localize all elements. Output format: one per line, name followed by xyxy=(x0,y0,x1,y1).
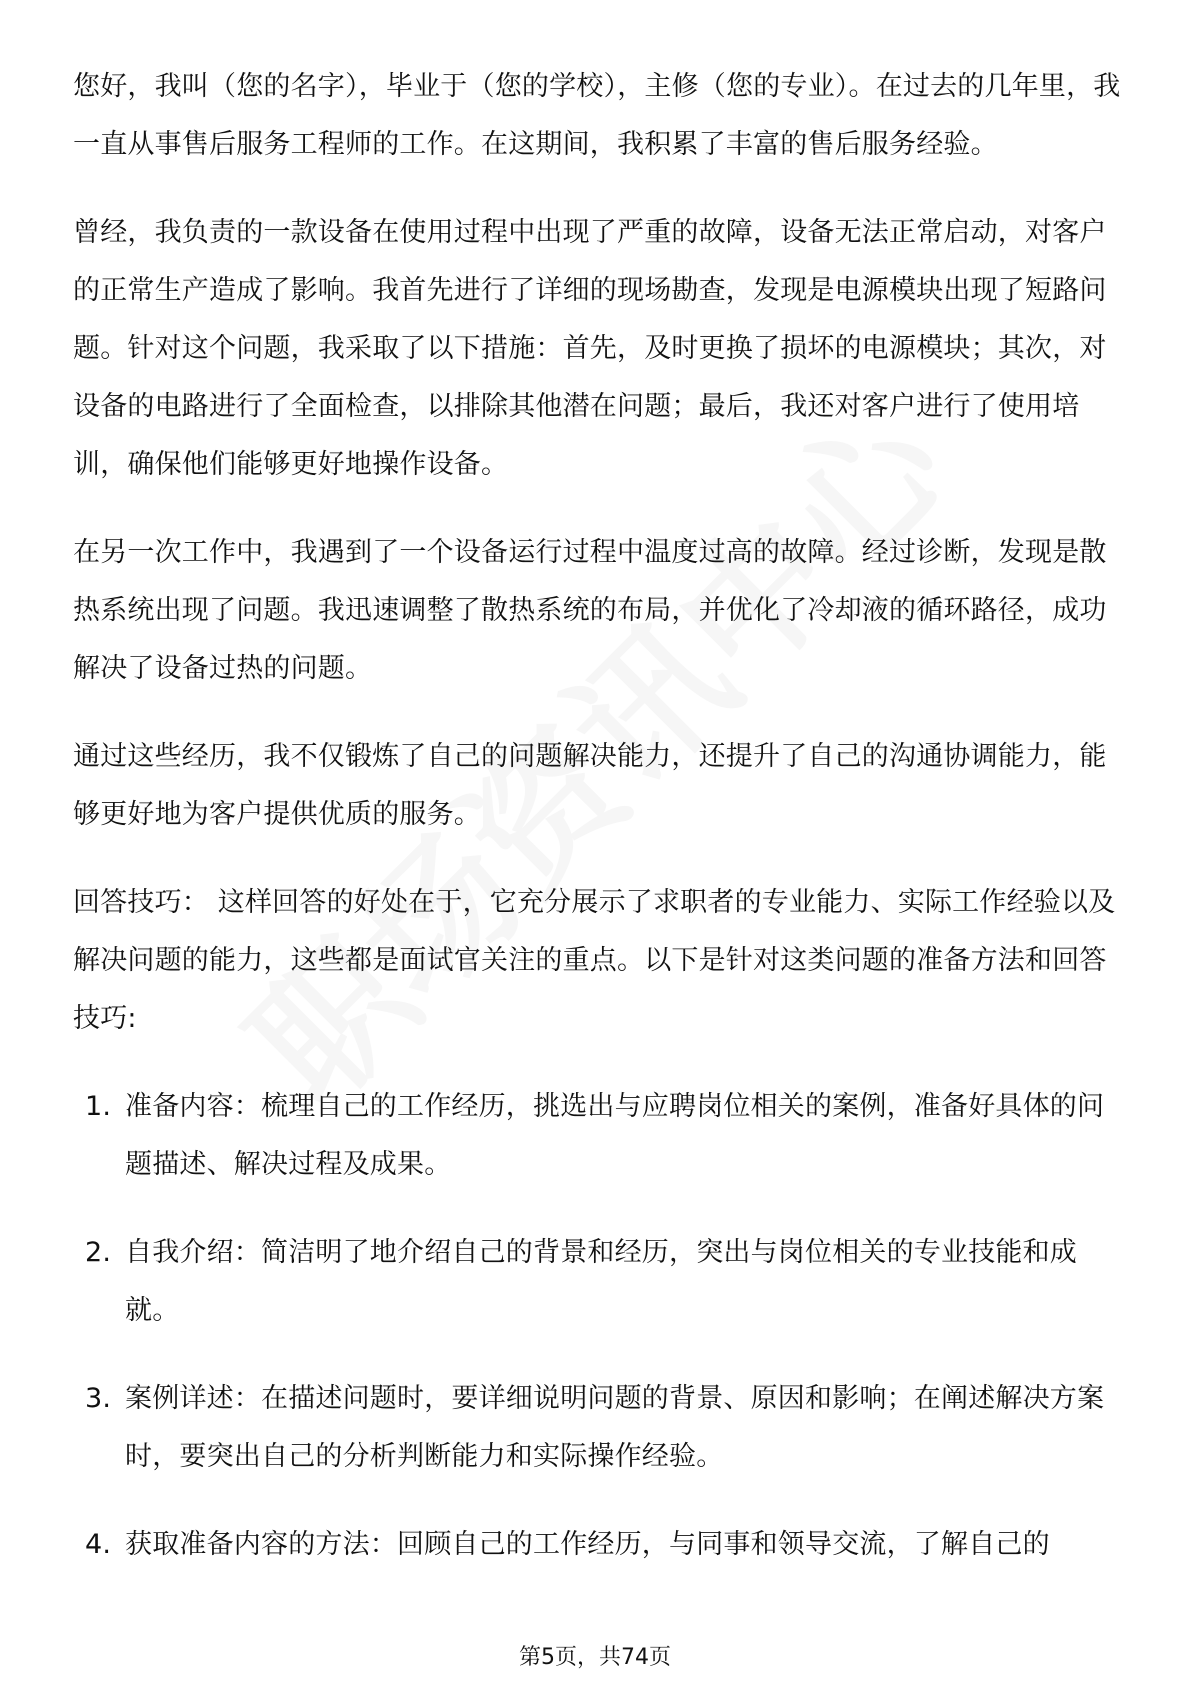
list-item-number: 4. xyxy=(85,1529,112,1560)
paragraph-summary: 通过这些经历，我不仅锻炼了自己的问题解决能力，还提升了自己的沟通协调能力，能够更好地为客户提供优质的服务。 xyxy=(73,741,1107,830)
paragraph-intro: 您好，我叫（您的名字），毕业于（您的学校），主修（您的专业）。在过去的几年里，我一直从事售后服务工程师的工作。在这期间，我积累了丰富的售后服务经验。 xyxy=(73,71,1121,160)
list-item xyxy=(73,1370,1123,1486)
list-item-text: 获取准备内容的方法：回顾自己的工作经历，与同事和领导交流，了解自己的 xyxy=(125,1529,1050,1560)
list-item-text: 案例详述：在描述问题时，要详细说明问题的背景、原因和影响；在阐述解决方案时，要突出自己的分析判断能力和实际操作经验。 xyxy=(125,1383,1105,1472)
list-item xyxy=(73,1224,1123,1340)
paragraph-case-1: 曾经，我负责的一款设备在使用过程中出现了严重的故障，设备无法正常启动，对客户的正常生产造成了影响。我首先进行了详细的现场勘查，发现是电源模块出现了短路问题。针对这个问题，我采取了以下措施：首先，及时更换了损坏的电源模块；其次，对设备的电路进行了全面检查，以排除其他潜在问题；最后，我还对客户进行了使用培训，确保他们能够更好地操作设备。 xyxy=(73,217,1107,480)
list-item-number: 3. xyxy=(85,1383,112,1414)
list-item xyxy=(73,1078,1123,1194)
tips-list xyxy=(73,1078,1123,1574)
list-item-number: 2. xyxy=(85,1237,112,1268)
list-item-number: 1. xyxy=(85,1091,112,1122)
list-item-text: 自我介绍：简洁明了地介绍自己的背景和经历，突出与岗位相关的专业技能和成就。 xyxy=(125,1237,1077,1326)
paragraph-case-2: 在另一次工作中，我遇到了一个设备运行过程中温度过高的故障。经过诊断，发现是散热系统出现了问题。我迅速调整了散热系统的布局，并优化了冷却液的循环路径，成功解决了设备过热的问题。 xyxy=(73,537,1107,684)
paragraph-tips: 回答技巧： 这样回答的好处在于，它充分展示了求职者的专业能力、实际工作经验以及解决问题的能力，这些都是面试官关注的重点。以下是针对这类问题的准备方法和回答技巧: xyxy=(73,887,1116,1034)
page-footer: 第5页，共74页 xyxy=(519,1645,671,1670)
list-item xyxy=(73,1516,1123,1574)
document-body xyxy=(73,58,1123,1604)
list-item-text: 准备内容：梳理自己的工作经历，挑选出与应聘岗位相关的案例，准备好具体的问题描述、解决过程及成果。 xyxy=(125,1091,1105,1180)
